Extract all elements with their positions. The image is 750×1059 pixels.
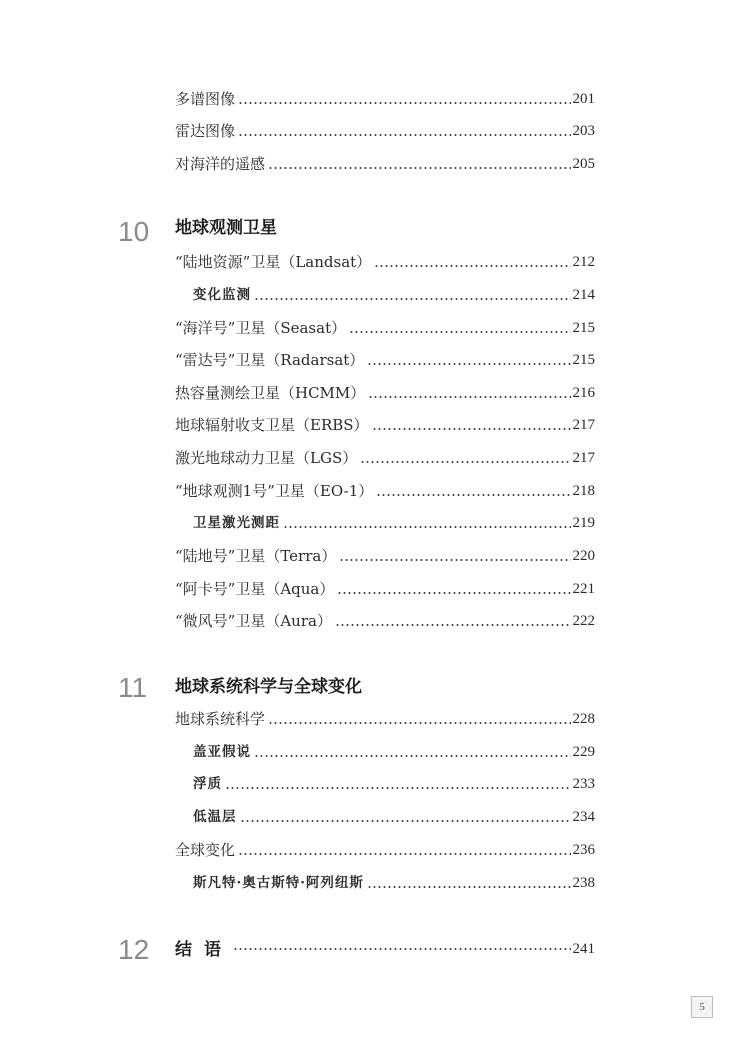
toc-entry[interactable] bbox=[175, 411, 595, 435]
toc-entry-title: 低温层 bbox=[193, 809, 237, 825]
dot-leader bbox=[337, 592, 570, 594]
dot-leader bbox=[367, 886, 571, 888]
toc-entry-title: 地球系统科学 bbox=[175, 710, 266, 728]
toc-entry-page: 236 bbox=[572, 842, 595, 858]
toc-entry-page: 219 bbox=[572, 515, 595, 531]
toc-entry-title: “陆地资源”卫星（Landsat） bbox=[175, 253, 372, 271]
dot-leader bbox=[283, 526, 571, 528]
dot-leader bbox=[372, 428, 571, 430]
chapter-title: 结语 bbox=[175, 939, 233, 960]
page-number-badge: 5 bbox=[691, 996, 713, 1018]
toc-entry-page: 220 bbox=[572, 548, 595, 564]
toc-entry-page: 229 bbox=[572, 744, 595, 760]
chapter-title[interactable]: 地球观测卫星 bbox=[175, 218, 277, 238]
toc-entry-page: 238 bbox=[572, 875, 595, 891]
toc-entry-page: 234 bbox=[572, 809, 595, 825]
toc-entry-title: 热容量测绘卫星（HCMM） bbox=[175, 384, 366, 402]
dot-leader bbox=[233, 948, 571, 950]
chapter-number: 12 bbox=[118, 934, 150, 965]
toc-entry-page: 221 bbox=[572, 581, 595, 597]
dot-leader bbox=[374, 265, 570, 267]
toc-entry[interactable] bbox=[175, 248, 595, 272]
toc-entry-title: 激光地球动力卫星（LGS） bbox=[175, 449, 358, 467]
toc-subentry[interactable] bbox=[193, 770, 595, 794]
toc-entry-title: 地球辐射收支卫星（ERBS） bbox=[175, 416, 369, 434]
toc-entry-page: 205 bbox=[572, 156, 595, 172]
chapter-entry[interactable] bbox=[175, 934, 595, 960]
toc-entry[interactable] bbox=[175, 117, 595, 141]
toc-entry-page: 228 bbox=[572, 711, 595, 727]
toc-entry-page: 233 bbox=[572, 776, 595, 792]
toc-entry-title: “陆地号”卫星（Terra） bbox=[175, 547, 337, 565]
toc-entry-title: “微风号”卫星（Aura） bbox=[175, 612, 332, 630]
toc-entry-page: 201 bbox=[572, 91, 595, 107]
toc-entry-page: 215 bbox=[572, 352, 595, 368]
dot-leader bbox=[268, 722, 570, 724]
chapter-title[interactable]: 地球系统科学与全球变化 bbox=[175, 677, 362, 697]
toc-entry-page: 212 bbox=[572, 254, 595, 270]
dot-leader bbox=[238, 134, 570, 136]
dot-leader bbox=[254, 755, 571, 757]
chapter-number: 11 bbox=[118, 672, 148, 703]
dot-leader bbox=[376, 494, 570, 496]
dot-leader bbox=[339, 559, 570, 561]
dot-leader bbox=[368, 396, 570, 398]
toc-entry[interactable] bbox=[175, 542, 595, 566]
toc-entry-title: 卫星激光测距 bbox=[193, 515, 280, 531]
dot-leader bbox=[240, 820, 571, 822]
dot-leader bbox=[254, 298, 571, 300]
toc-entry[interactable] bbox=[175, 444, 595, 468]
toc-entry[interactable] bbox=[175, 575, 595, 599]
dot-leader bbox=[238, 102, 570, 104]
toc-entry-page: 203 bbox=[572, 123, 595, 139]
toc-entry[interactable] bbox=[175, 314, 595, 338]
dot-leader bbox=[349, 331, 570, 333]
toc-entry-title: 浮质 bbox=[193, 776, 222, 792]
toc-entry[interactable] bbox=[175, 836, 595, 860]
toc-entry-title: 斯凡特·奥古斯特·阿列纽斯 bbox=[193, 875, 364, 891]
toc-entry-page: 217 bbox=[572, 450, 595, 466]
toc-entry-page: 217 bbox=[572, 417, 595, 433]
toc-entry[interactable] bbox=[175, 477, 595, 501]
toc-entry-page: 214 bbox=[572, 287, 595, 303]
toc-entry-page: 215 bbox=[572, 320, 595, 336]
toc-entry[interactable] bbox=[175, 607, 595, 631]
toc-entry-title: “阿卡号”卫星（Aqua） bbox=[175, 580, 335, 598]
toc-entry-title: “地球观测1号”卫星（EO-1） bbox=[175, 482, 374, 500]
dot-leader bbox=[268, 167, 570, 169]
toc-entry[interactable] bbox=[175, 379, 595, 403]
toc-entry[interactable] bbox=[175, 85, 595, 109]
dot-leader bbox=[335, 624, 571, 626]
toc-entry-title: 雷达图像 bbox=[175, 122, 236, 140]
dot-leader bbox=[360, 461, 570, 463]
toc-entry[interactable] bbox=[175, 150, 595, 174]
dot-leader bbox=[225, 787, 571, 789]
toc-subentry[interactable] bbox=[193, 869, 595, 893]
toc-subentry[interactable] bbox=[193, 281, 595, 305]
toc-subentry[interactable] bbox=[193, 509, 595, 533]
chapter-number: 10 bbox=[118, 216, 150, 247]
toc-entry-page: 222 bbox=[572, 613, 595, 629]
toc-entry-title: 盖亚假说 bbox=[193, 744, 251, 760]
toc-entry-title: 对海洋的遥感 bbox=[175, 155, 266, 173]
toc-entry[interactable] bbox=[175, 346, 595, 370]
toc-entry-page: 241 bbox=[572, 940, 595, 957]
dot-leader bbox=[238, 853, 570, 855]
toc-subentry[interactable] bbox=[193, 738, 595, 762]
toc-entry-page: 216 bbox=[572, 385, 595, 401]
toc-entry-title: “海洋号”卫星（Seasat） bbox=[175, 319, 347, 337]
toc-entry-title: “雷达号”卫星（Radarsat） bbox=[175, 351, 365, 369]
toc-entry-title: 全球变化 bbox=[175, 841, 236, 859]
toc-entry-page: 218 bbox=[572, 483, 595, 499]
toc-entry-title: 多谱图像 bbox=[175, 90, 236, 108]
toc-entry[interactable] bbox=[175, 705, 595, 729]
dot-leader bbox=[367, 363, 570, 365]
toc-subentry[interactable] bbox=[193, 803, 595, 827]
toc-entry-title: 变化监测 bbox=[193, 287, 251, 303]
